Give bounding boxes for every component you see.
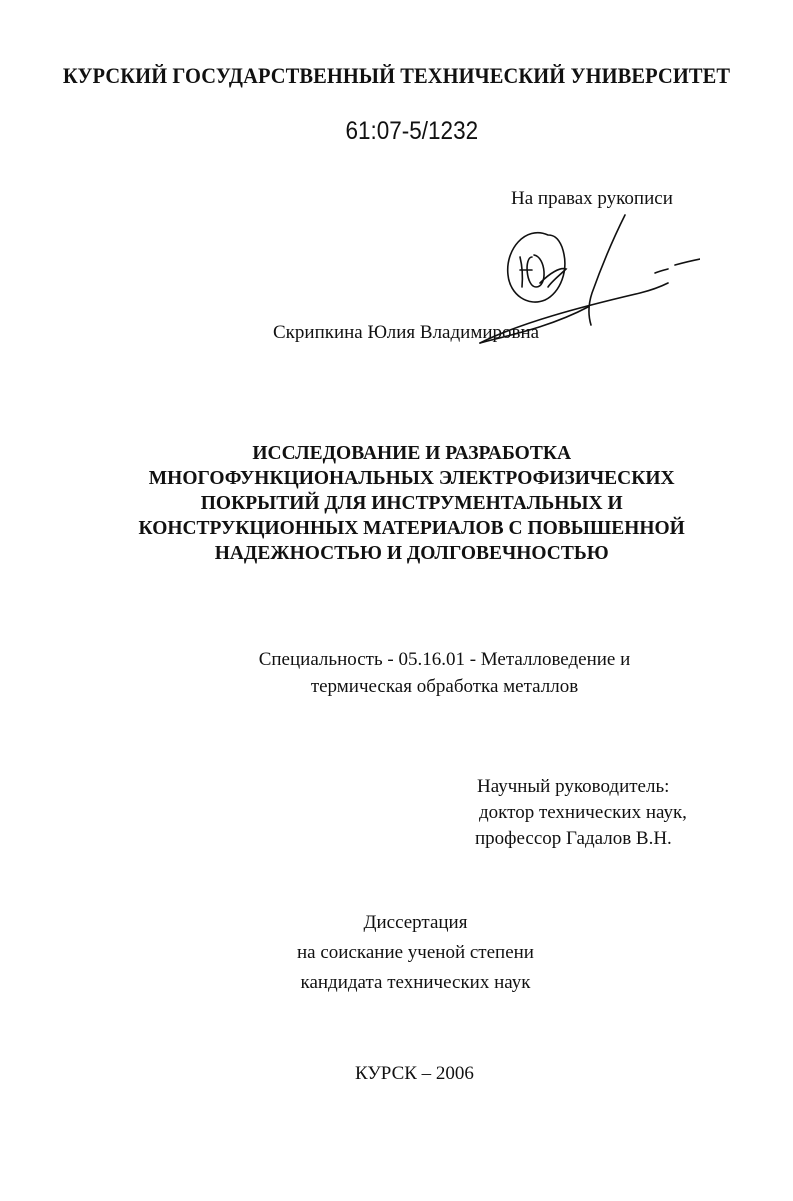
university-name: КУРСКИЙ ГОСУДАРСТВЕННЫЙ ТЕХНИЧЕСКИЙ УНИВЕРСИТЕТ [62,63,731,88]
supervisor-degree: доктор технических наук, [479,802,687,823]
specialty-line: Специальность - 05.16.01 - Металловедение и [258,649,631,670]
title-line: КОНСТРУКЦИОННЫХ МАТЕРИАЛОВ С ПОВЫШЕННОЙ [138,517,685,539]
title-line: НАДЕЖНОСТЬЮ И ДОЛГОВЕЧНОСТЬЮ [214,542,609,564]
manuscript-rights-note: На правах рукописи [511,188,673,209]
degree-purpose-line: кандидата технических наук [300,972,531,993]
author-name: Скрипкина Юлия Владимировна [273,322,540,343]
dissertation-type: Диссертация [363,912,468,933]
city-year: КУРСК – 2006 [355,1063,474,1084]
dissertation-title [0,441,793,566]
title-line: ПОКРЫТИЙ ДЛЯ ИНСТРУМЕНТАЛЬНЫХ И [200,492,623,514]
supervisor-name: профессор Гадалов В.Н. [475,828,672,849]
specialty-line: термическая обработка металлов [310,676,579,697]
supervisor-label: Научный руководитель: [477,776,670,797]
specialty-block [0,646,793,700]
signature-icon [420,195,700,355]
title-line: МНОГОФУНКЦИОНАЛЬНЫХ ЭЛЕКТРОФИЗИЧЕСКИХ [148,467,675,489]
dissertation-info [0,908,793,998]
title-line: ИССЛЕДОВАНИЕ И РАЗРАБОТКА [252,442,572,464]
degree-purpose-line: на соискание ученой степени [297,942,534,963]
catalog-code: 61:07-5/1232 [345,117,479,145]
supervisor-block [477,774,687,852]
